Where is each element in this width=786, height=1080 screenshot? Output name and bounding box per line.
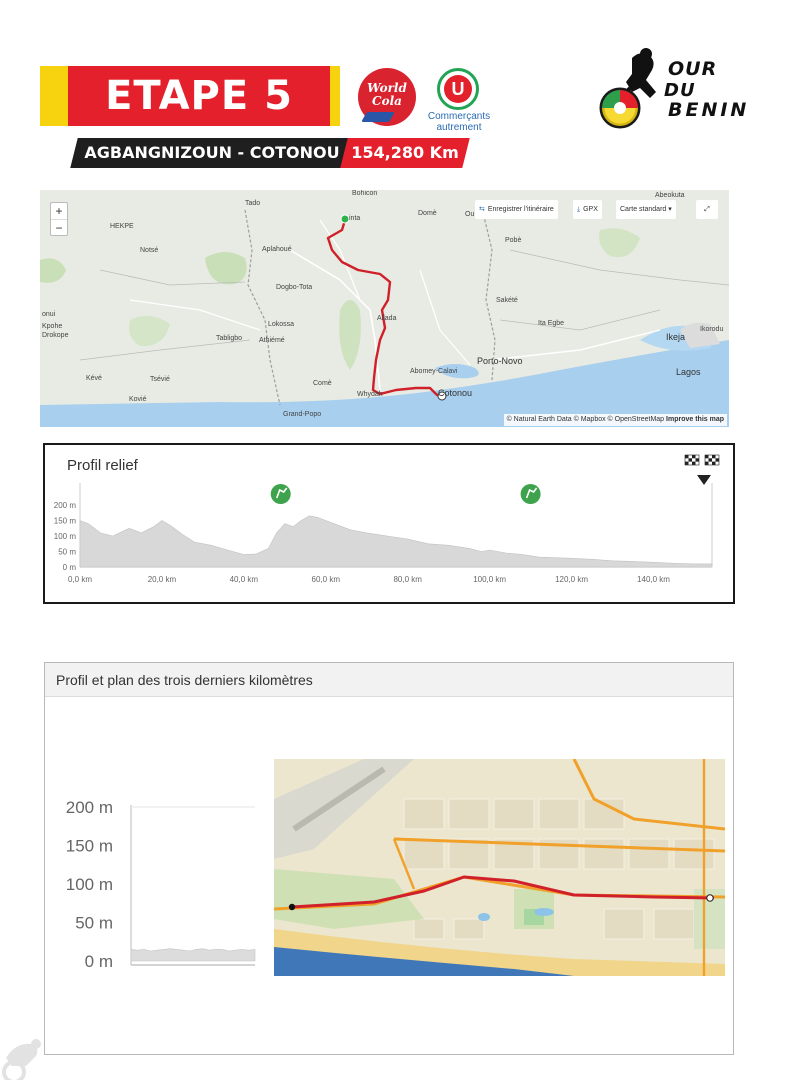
zoom-control [50,202,68,236]
x-tick-label: 40,0 km [229,575,259,584]
x-tick-label: 120,0 km [555,575,589,584]
place-label: Ita Egbe [538,320,565,327]
place-label: Ikorodu [700,326,724,333]
gpx-label: GPX [583,206,598,213]
world-cola-swoosh [361,112,395,122]
last-3km-title: Profil et plan des trois derniers kilomètres [56,672,313,688]
place-label: Abeokuta [655,192,685,199]
x-tick-label: 0,0 km [67,575,93,584]
place-label: Tado [245,200,261,207]
place-label: Domè [418,210,437,217]
gpx-download-button[interactable] [573,200,602,219]
expand-icon: ⤢ [704,206,710,213]
x-tick-label: 60,0 km [311,575,341,584]
logo-text-our: OUR [668,58,718,80]
zoom-in-button[interactable]: + [55,204,63,218]
y-tick-label: 0 m [62,563,76,572]
x-tick-label: 140,0 km [637,575,670,584]
place-label: HEKPE [110,223,134,230]
place-label: Lokossa [268,321,295,328]
place-label: Ikeja [666,332,686,342]
save-itinerary-button[interactable] [475,200,558,219]
place-label: Kpohe [42,323,63,330]
place-label: Notsé [140,247,159,254]
place-label: Drokope [42,332,69,339]
place-label: Aplahoué [262,246,292,253]
y-tick-label: 200 m [53,501,76,510]
finish-arrow-icon [697,475,711,485]
route-start-dot [289,904,295,910]
chevron-down-icon: ▾ [668,206,672,213]
fullscreen-button[interactable] [696,200,718,219]
place-label: Lagos [676,367,701,377]
map-attribution [504,414,727,426]
sprint-marker-icon [271,484,291,504]
world-cola-logo-text: World Cola [367,81,407,108]
attribution-text: © Natural Earth Data © Mapbox © OpenStreetMap [506,416,665,423]
finish-line-marker [707,895,713,901]
x-tick-label: 20,0 km [147,575,177,584]
place-label: Allada [377,315,397,322]
elevation-profile-panel [43,443,735,604]
elevation-profile-chart [45,445,733,602]
logo-text-du: DU [664,80,696,101]
map-style-label: Carte standard [620,206,667,213]
stage-title: ETAPE 5 [105,73,293,119]
place-label: Bohicon [352,190,378,197]
place-label: inta [349,215,361,222]
sprint-marker-icon [521,484,541,504]
y-tick-label: 100 m [53,532,76,541]
last-3km-elevation-area [131,949,255,961]
download-icon: ⤓ [577,206,581,213]
y-tick-label: 0 m [84,952,113,971]
route-map[interactable] [40,190,729,427]
elevation-area [80,516,712,567]
finish-map-background [274,759,725,976]
route-name: AGBANGNIZOUN - COTONOU [84,143,340,162]
finish-area-map[interactable] [274,759,725,976]
y-tick-label: 150 m [53,516,76,526]
y-tick-label: 50 m [75,913,113,933]
last-3km-header [45,663,733,697]
place-label: Whydah [357,391,383,398]
place-label: Tabligbo [216,335,243,342]
place-label: Ou [465,211,475,218]
place-label: Dogbo-Tota [276,284,313,291]
place-label: Abomey-Calavi [410,368,458,375]
y-tick-label: 100 m [65,875,113,894]
x-tick-label: 100,0 km [473,575,507,584]
route-icon: ⇆ [479,206,485,213]
place-label: Kévé [86,375,102,382]
u-logo-tagline-1: Commerçants [427,111,491,122]
stage-distance: 154,280 Km [351,143,459,162]
last-3km-panel [44,662,734,1055]
map-style-select[interactable] [616,200,676,219]
improve-map-link[interactable]: Improve this map [666,416,724,423]
place-label: Kovié [129,396,147,403]
profile-title: Profil relief [67,457,138,474]
route-map-background [40,190,729,427]
y-tick-label: 50 m [58,547,76,557]
place-label: Pobè [505,237,522,244]
place-label: Grand-Popo [283,411,322,418]
place-label: Sakété [496,297,518,304]
place-label: Comè [313,380,332,387]
u-logo-tagline-2: autrement [436,122,482,133]
y-tick-label: 200 m [65,798,113,817]
u-logo: U [444,75,472,103]
start-marker [341,215,349,223]
place-label: Porto-Novo [477,356,523,366]
zoom-out-button[interactable]: − [51,219,67,235]
logo-text-benin: BENIN [668,99,750,121]
place-label: Athiémé [259,337,285,344]
x-tick-label: 80,0 km [393,575,422,584]
cyclist-silhouette-icon [0,1038,56,1080]
save-itinerary-label: Enregistrer l'itinéraire [487,206,554,213]
place-label: Cotonou [438,388,473,398]
checkered-flags-icon [685,455,719,465]
place-label: Tsévié [150,376,170,383]
y-tick-label: 150 m [65,836,113,856]
place-label: onui [42,311,56,318]
